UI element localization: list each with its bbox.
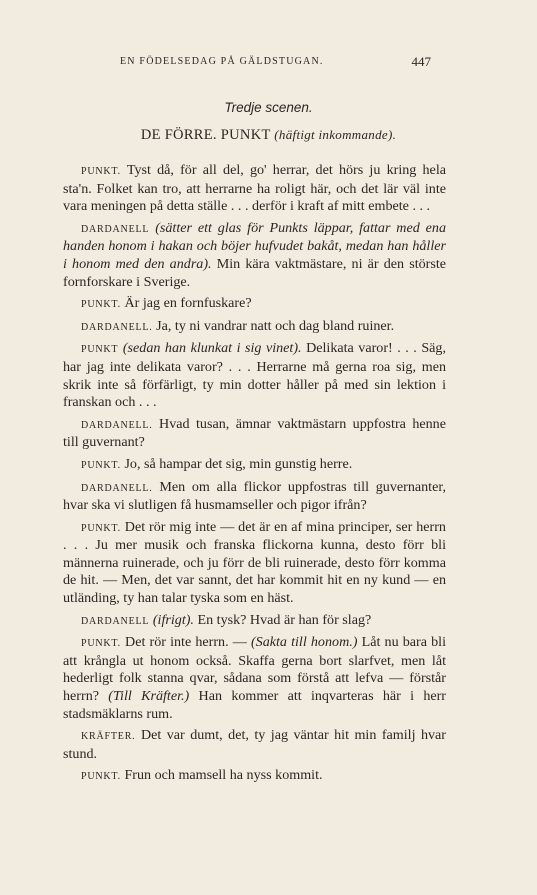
speech-text: Det rör inte herrn. — (125, 634, 247, 651)
stage-direction: (sedan han klunkat i sig vinet). (122, 340, 302, 357)
dialogue-line (63, 295, 446, 314)
speaker-name: PUNKT. (81, 166, 121, 177)
dialogue-line (63, 612, 446, 631)
dialogue-line (63, 416, 446, 452)
speech-text: Frun och mamsell ha nyss kommit. (124, 767, 323, 784)
stage-direction: (sätter ett glas för Punkts läppar, fattar med ena handen honom i hakan och böjer hufvudet bakåt, medan han håller i honom med den andra). (63, 219, 446, 272)
speech-text: Det rör mig inte — det är en af mina principer, ser herrn . . . Ju mer musik och franska flickorna kunna, desto förr bli männerna ruinerade, och ju förr de bli ruinerade, desto förr komma de hit. — Men, det var sannt, det har kommit hit en ny kund — en utländing, ty han talar tyska som en häst. (63, 518, 446, 607)
dialogue-line (63, 634, 446, 723)
speech-text: Tyst då, för all del, go' herrar, det hörs ju kring hela sta'n. Folket kan tro, att herrarne ha roligt här, och det lär väl inte vara meningen på detta ställe . . . derför i kraft af mitt embete . . . (63, 162, 446, 215)
speech-text: Det var dumt, det, ty jag väntar hit min familj hvar stund. (63, 727, 446, 762)
running-title: EN FÖDELSEDAG PÅ GÄLDSTUGAN. (120, 56, 324, 67)
speaker-name: PUNKT. (81, 459, 121, 471)
running-header (0, 54, 537, 70)
cast-names: DE FÖRRE. PUNKT (140, 127, 271, 143)
speech-text: Han kommer att inqvarteras här i herr stadsmäklarns rum. (63, 688, 447, 722)
dialogue-line (63, 340, 446, 411)
speaker-name: PUNKT. (81, 299, 121, 311)
scene-title: Tredje scenen. (224, 100, 313, 115)
stage-direction: (ifrigt). (152, 611, 194, 628)
cast-line (0, 127, 537, 144)
dialogue-line (63, 162, 446, 216)
speech-text: Är jag en fornfuskare? (124, 295, 252, 312)
dialogue-line (63, 318, 446, 337)
dialogue-line (63, 479, 446, 515)
speech-text: Jo, så hampar det sig, min gunstig herre. (124, 455, 353, 472)
speech-text: Delikata varor! . . . Säg, har jag inte delikata varor? . . . Herrarne må gerna roa sig, men skrik inte så förfärligt, ty min dotter håller på med sin lektion i franskan och . . . (63, 340, 446, 411)
speaker-name: PUNKT. (81, 638, 121, 650)
dialogue-line (63, 456, 446, 475)
dialogue-line (63, 727, 446, 763)
page-number: 447 (411, 54, 431, 69)
speech-text: Ja, ty ni vandrar natt och dag bland ruiner. (156, 317, 395, 334)
speaker-name: PUNKT (81, 344, 119, 356)
dialogue-line (63, 519, 446, 608)
stage-direction: (Till Kräfter.) (108, 688, 190, 705)
dialogue-block (63, 162, 446, 790)
speech-text: En tysk? Hvad är han för slag? (197, 611, 372, 628)
speech-text: Min kära vaktmästare, ni är den störste fornforskare i Sverige. (63, 255, 447, 290)
speech-text: Låt nu bara bli att krångla ut honom också. Skaffa gerna bort slarfvet, men låt hederligt folk stanna qvar, sådana som förstå att lefva — förstår herrn? (63, 634, 447, 705)
speaker-name: PUNKT. (81, 771, 121, 783)
speaker-name: DARDANELL (81, 615, 150, 627)
dialogue-line (63, 220, 446, 291)
dialogue-line (63, 767, 446, 786)
stage-direction: (Sakta till honom.) (250, 634, 358, 651)
speaker-name: DARDANELL (81, 223, 150, 235)
speaker-name: DARDANELL. (81, 482, 153, 494)
speech-text: Men om alla flickor uppfostras till guvernanter, hvar ska vi slutligen få husmamseller och pigor ifrån? (63, 478, 446, 514)
speaker-name: PUNKT. (81, 522, 121, 534)
speech-text: Hvad tusan, ämnar vaktmästarn uppfostra henne till guvernant? (63, 415, 446, 451)
cast-direction: (häftigt inkommande). (274, 127, 397, 142)
speaker-name: DARDANELL. (81, 419, 153, 431)
speaker-name: KRÄFTER. (81, 731, 136, 743)
speaker-name: DARDANELL. (81, 321, 153, 333)
